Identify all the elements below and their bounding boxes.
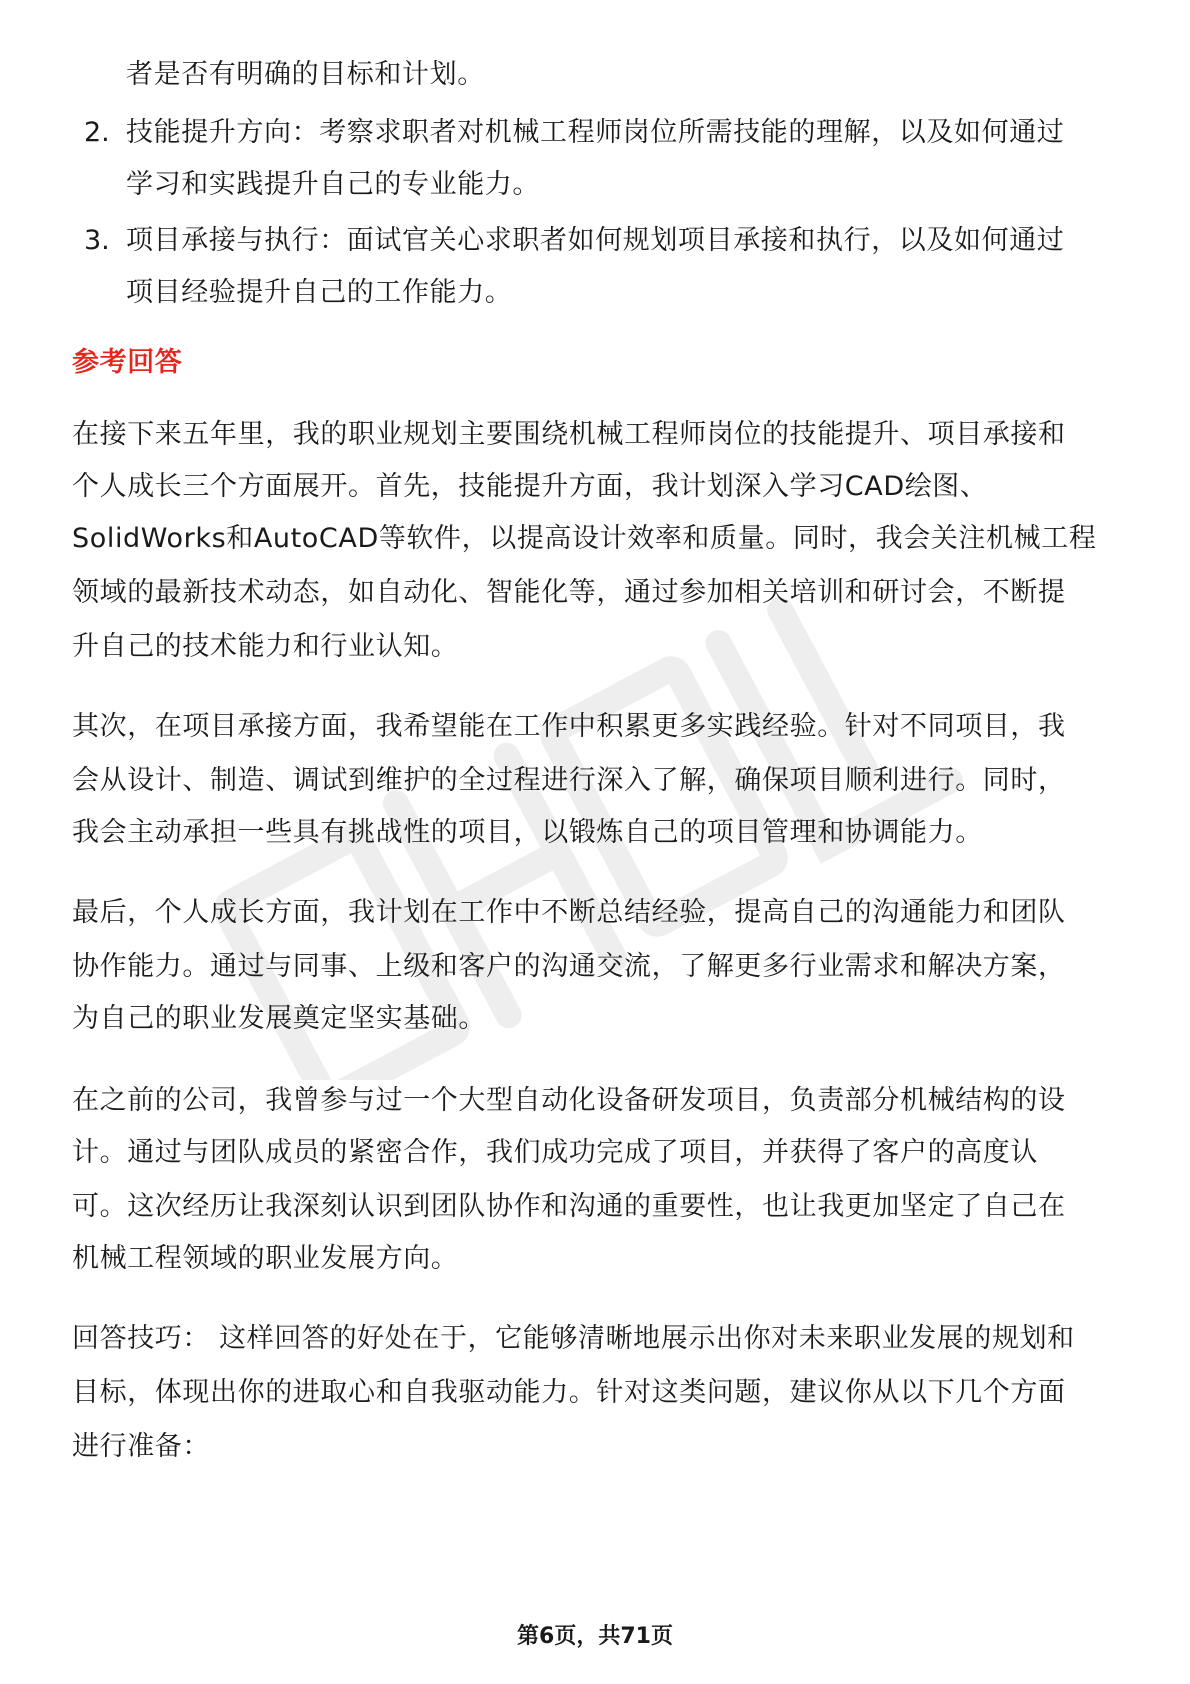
section-heading: 参考回答 <box>72 347 183 378</box>
paragraph-line: 其次，在项目承接方面，我希望能在工作中积累更多实践经验。针对不同项目，我 <box>72 711 1066 742</box>
paragraph-line: 在之前的公司，我曾参与过一个大型自动化设备研发项目，负责部分机械结构的设 <box>72 1085 1066 1116</box>
list-item-number: 3. <box>84 225 110 256</box>
paragraph-line: 进行准备： <box>72 1431 210 1462</box>
paragraph-line: 会从设计、制造、调试到维护的全过程进行深入了解，确保项目顺利进行。同时， <box>72 765 1066 796</box>
paragraph-line: 最后，个人成长方面，我计划在工作中不断总结经验，提高自己的沟通能力和团队 <box>72 897 1066 928</box>
intro-tail-line: 者是否有明确的目标和计划。 <box>126 59 485 90</box>
list-item-number: 2. <box>84 117 110 148</box>
paragraph-line: SolidWorks和AutoCAD等软件，以提高设计效率和质量。同时，我会关注机械工程 <box>72 523 1097 554</box>
paragraph-line: 领域的最新技术动态，如自动化、智能化等，通过参加相关培训和研讨会，不断提 <box>72 577 1066 608</box>
paragraph-line: 计。通过与团队成员的紧密合作，我们成功完成了项目，并获得了客户的高度认 <box>72 1137 1038 1168</box>
list-item-line: 项目承接与执行：面试官关心求职者如何规划项目承接和执行，以及如何通过 <box>126 225 1065 256</box>
list-item-line: 技能提升方向：考察求职者对机械工程师岗位所需技能的理解，以及如何通过 <box>126 117 1065 148</box>
paragraph-line: 回答技巧： 这样回答的好处在于，它能够清晰地展示出你对未来职业发展的规划和 <box>72 1323 1075 1354</box>
paragraph-line: 为自己的职业发展奠定坚实基础。 <box>72 1003 486 1034</box>
page-footer: 第6页，共71页 <box>517 1624 673 1649</box>
list-item-line: 项目经验提升自己的工作能力。 <box>126 277 513 308</box>
list-item-line: 学习和实践提升自己的专业能力。 <box>126 169 540 200</box>
paragraph-line: 目标，体现出你的进取心和自我驱动能力。针对这类问题，建议你从以下几个方面 <box>72 1377 1066 1408</box>
paragraph-line: 个人成长三个方面展开。首先，技能提升方面，我计划深入学习CAD绘图、 <box>72 471 988 502</box>
paragraph-line: 在接下来五年里，我的职业规划主要围绕机械工程师岗位的技能提升、项目承接和 <box>72 419 1066 450</box>
paragraph-line: 我会主动承担一些具有挑战性的项目，以锻炼自己的项目管理和协调能力。 <box>72 817 983 848</box>
paragraph-line: 升自己的技术能力和行业认知。 <box>72 631 459 662</box>
paragraph-line: 协作能力。通过与同事、上级和客户的沟通交流，了解更多行业需求和解决方案， <box>72 951 1066 982</box>
paragraph-line: 可。这次经历让我深刻认识到团队协作和沟通的重要性，也让我更加坚定了自己在 <box>72 1191 1066 1222</box>
paragraph-line: 机械工程领域的职业发展方向。 <box>72 1243 459 1274</box>
